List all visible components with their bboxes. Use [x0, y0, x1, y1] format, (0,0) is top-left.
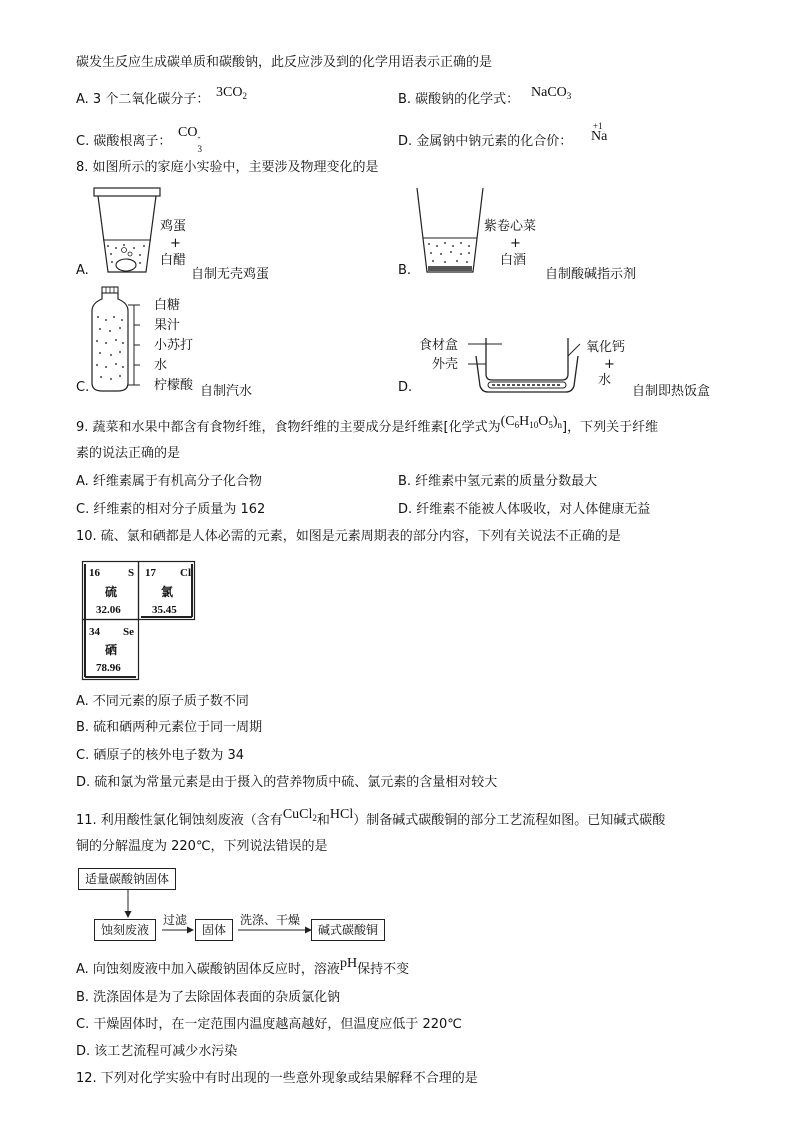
element-s-number: 16: [89, 567, 100, 579]
q8-d-label-cao: 氧化钙: [586, 340, 626, 355]
q8-d-caption: 自制即热饭盒: [632, 384, 711, 399]
q10-option-d: D. 硫和氯为常量元素是由于摄入的营养物质中硫、氯元素的含量相对较大: [76, 775, 498, 790]
q8-d-label-shell: 外壳: [432, 357, 459, 372]
q7-option-b-formula: NaCO$_3$: [531, 85, 572, 101]
q8-d-label-plus: +: [604, 357, 615, 372]
element-se-mass: 78.96: [96, 662, 121, 674]
q11-option-c: C. 干燥固体时，在一定范围内温度越高越好，但温度应低于 220℃: [76, 1017, 462, 1032]
q8-stem: 8. 如图所示的家庭小实验中，主要涉及物理变化的是: [76, 160, 379, 175]
element-se-number: 34: [89, 626, 100, 638]
q8-c-caption: 自制汽水: [200, 384, 253, 399]
q7-option-d: D. 金属钠中钠元素的化合价：: [398, 134, 573, 149]
element-se-name: 硒: [105, 643, 118, 657]
q8-d-letter: D.: [398, 380, 413, 395]
flow-box-basic-copper-carbonate: 碱式碳酸铜: [311, 919, 385, 941]
q9-option-d: D. 纤维素不能被人体吸收，对人体健康无益: [398, 502, 651, 517]
q9-option-b: B. 纤维素中氢元素的质量分数最大: [398, 474, 598, 489]
flow-label-wash-dry: 洗涤、干燥: [240, 913, 301, 927]
q11-option-b: B. 洗涤固体是为了去除固体表面的杂质氯化钠: [76, 990, 341, 1005]
flow-box-solid: 固体: [195, 919, 233, 941]
q7-option-d-formula: Na: [591, 129, 608, 144]
q8-a-label-vinegar: 白醋: [160, 253, 187, 268]
flow-arrow-down: [124, 890, 134, 920]
q8-b-label-cabbage: 紫卷心菜: [484, 219, 537, 234]
q9-option-c: C. 纤维素的相对分子质量为 162: [76, 502, 266, 517]
q7-stem: 碳发生反应生成碳单质和碳酸钠，此反应涉及到的化学用语表示正确的是: [76, 55, 493, 70]
q8-c-label-sugar: 白糖: [154, 298, 181, 313]
q8-d-label-water: 水: [598, 373, 612, 388]
flow-label-filter: 过滤: [163, 913, 188, 927]
lunchbox-diagram: [462, 336, 592, 398]
flow-box-sodium-carbonate: 适量碳酸钠固体: [78, 868, 176, 890]
element-s-symbol: S: [128, 567, 135, 579]
element-se-symbol: Se: [123, 626, 134, 638]
q8-c-label-baking-soda: 小苏打: [154, 338, 194, 353]
q11-option-a: A. 向蚀刻废液中加入碳酸钠固体反应时，溶液pH保持不变: [76, 956, 410, 977]
egg-cup-diagram: [94, 188, 164, 278]
q7-option-b: B. 碳酸钠的化学式：: [398, 92, 520, 107]
q9-stem-line2: 素的说法正确的是: [76, 446, 181, 461]
q8-b-caption: 自制酸碱指示剂: [545, 267, 637, 282]
q10-stem: 10. 硫、氯和硒都是人体必需的元素，如图是元素周期表的部分内容，下列有关说法不正确的是: [76, 529, 621, 544]
q7-option-a-formula: $3CO_2$: [216, 85, 247, 101]
element-cl-name: 氯: [161, 585, 174, 599]
q8-a-caption: 自制无壳鸡蛋: [191, 267, 270, 282]
q11-option-d: D. 该工艺流程可减少水污染: [76, 1044, 238, 1059]
q8-b-label-plus: +: [510, 236, 521, 251]
element-cl-number: 17: [145, 567, 156, 579]
q8-a-label-egg: 鸡蛋: [160, 219, 187, 234]
q7-option-a: A. 3 个二氧化碳分子：: [76, 92, 210, 107]
soda-bottle-diagram: [88, 287, 150, 395]
q10-option-a: A. 不同元素的原子质子数不同: [76, 694, 249, 709]
q11-stem-line2: 铜的分解温度为 220℃，下列说法错误的是: [76, 839, 328, 854]
q8-b-label-liquor: 白酒: [500, 253, 527, 268]
q7-option-c-formula: CO - 3: [178, 125, 202, 154]
q8-c-label-juice: 果汁: [154, 318, 181, 333]
q10-option-c: C. 硒原子的核外电子数为 34: [76, 748, 245, 763]
q7-option-d-valence: +1: [593, 121, 603, 131]
q12-stem: 12. 下列对化学实验中有时出现的一些意外现象或结果解释不合理的是: [76, 1071, 478, 1086]
q8-b-letter: B.: [398, 263, 412, 278]
q8-c-label-water: 水: [154, 358, 168, 373]
flow-box-waste-liquid: 蚀刻废液: [94, 919, 156, 941]
element-s-name: 硫: [105, 585, 118, 599]
element-s-mass: 32.06: [96, 604, 121, 616]
element-cl-mass: 35.45: [152, 604, 177, 616]
element-cl-symbol: Cl: [180, 567, 191, 579]
q8-d-label-food-box: 食材盒: [419, 338, 459, 353]
q11-stem-line1: 11. 利用酸性氯化铜蚀刻废液（含有CuCl$_2$和HCl）制备碱式碳酸铜的部分工艺流程如图。已知碱式碳酸: [76, 807, 666, 828]
q8-c-letter: C.: [76, 380, 90, 395]
q8-a-label-plus: +: [170, 236, 181, 251]
q8-c-label-citric-acid: 柠檬酸: [154, 378, 194, 393]
q8-a-letter: A.: [76, 263, 89, 278]
q9-stem-line1: 9. 蔬菜和水果中都含有食物纤维，食物纤维的主要成分是纤维素[化学式为$(C_6H_{10}O_5)_n$]，下列关于纤维: [76, 414, 659, 435]
q9-option-a: A. 纤维素属于有机高分子化合物: [76, 474, 262, 489]
cabbage-cup-diagram: [417, 188, 487, 278]
q10-option-b: B. 硫和硒两种元素位于同一周期: [76, 720, 263, 735]
q7-option-c: C. 碳酸根离子：: [76, 134, 172, 149]
